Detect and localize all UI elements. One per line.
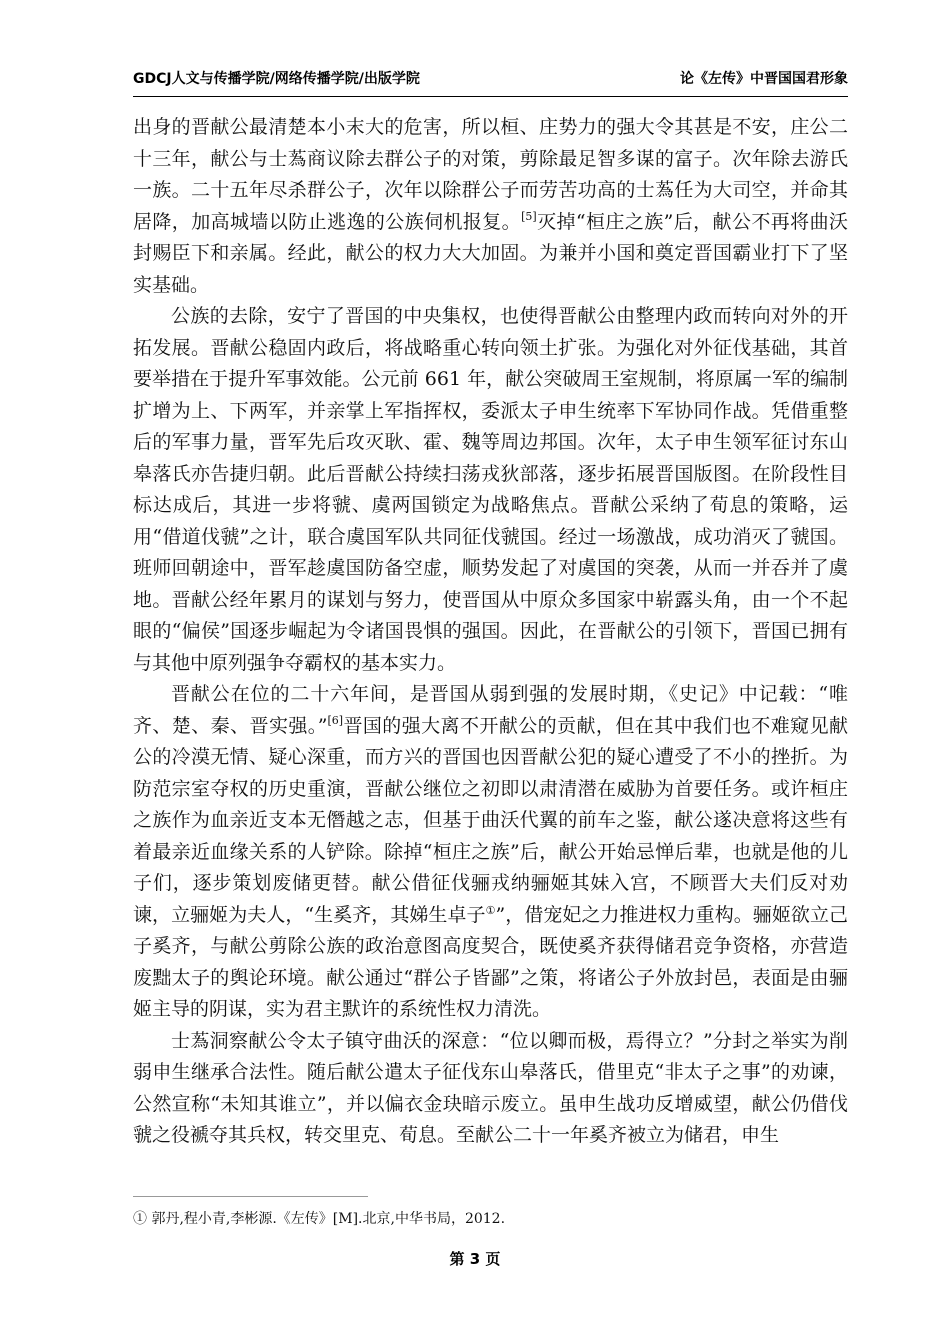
footnote-divider bbox=[133, 1196, 368, 1197]
paragraph-4: 士蒍洞察献公令太子镇守曲沃的深意：“位以卿而极，焉得立？”分封之举实为削弱申生继承合法性。随后献公遣太子征伐东山皋落氏，借里克“非太子之事”的劝谏，公然宣称“未知其谁立”，并以偏衣金玦暗示废立。虽申生战功反增威望，献公仍借伐虢之役褫夺其兵权，转交里克、荀息。至献公二十一年奚齐被立为储君，申生 bbox=[133, 1029, 848, 1146]
paragraph-3-text-a: 晋献公在位的二十六年间，是晋国从弱到强的发展时期，《史记》中记载：“唯齐、楚、秦、晋实强。” bbox=[133, 683, 848, 737]
paragraph-3-text-b: 晋国的强大离不开献公的贡献，但在其中我们也不难窥见献公的冷漠无情、疑心深重，而方兴的晋国也因晋献公犯的疑心遭受了不小的挫折。为防范宗室夺权的历史重演，晋献公继位之初即以肃清潜在威胁为首要任务。或许桓庄之族作为血亲近支本无僭越之志，但基于曲沃代翼的前车之鉴，献公遂决意将这些有着最亲近血缘关系的人铲除。除掉“桓庄之族”后，献公开始忌惮后辈，也就是他的儿子们，逐步策划废储更替。献公借征伐骊戎纳骊姬其妹入宫，不顾晋大夫们反对劝谏，立骊姬为夫人，“生奚齐，其娣生卓子 bbox=[133, 714, 848, 926]
footnote bbox=[133, 1208, 848, 1228]
paragraph-3-text-c: ”，借宠妃之力推进权力重构。骊姬欲立己子奚齐，与献公剪除公族的政治意图高度契合，既使奚齐获得储君竞争资格，亦营造废黜太子的舆论环境。献公通过“群公子皆鄙”之策，将诸公子外放封邑，表面是由骊姬主导的阴谋，实为君主默许的系统性权力清洗。 bbox=[133, 903, 848, 1020]
header-divider bbox=[133, 96, 848, 97]
paragraph-1 bbox=[133, 112, 848, 301]
citation-6[interactable]: [6] bbox=[327, 713, 344, 727]
paragraph-3 bbox=[133, 679, 848, 1026]
body-text bbox=[133, 112, 848, 1152]
paragraph-1-text-b: 灭掉“桓庄之族”后，献公不再将曲沃封赐臣下和亲属。经此，献公的权力大大加固。为兼并小国和奠定晋国霸业打下了坚实基础。 bbox=[133, 210, 848, 296]
header-institution: GDCJ人文与传播学院/网络传播学院/出版学院 bbox=[133, 71, 420, 87]
page-header bbox=[133, 68, 848, 96]
footnote-number: ① bbox=[133, 1211, 147, 1227]
paragraph-1-text-a: 出身的晋献公最清楚本小末大的危害，所以桓、庄势力的强大令其甚是不安，庄公二十三年，献公与士蒍商议除去群公子的对策，剪除最足智多谋的富子。次年除去游氏一族。二十五年尽杀群公子，次年以除群公子而劳苦功高的士蒍任为大司空，并命其居降，加高城墙以防止逃逸的公族伺机报复。 bbox=[133, 116, 848, 233]
page-number: 第 3 页 bbox=[449, 1250, 501, 1268]
paragraph-2: 公族的去除，安宁了晋国的中央集权，也使得晋献公由整理内政而转向对外的开拓发展。晋献公稳固内政后，将战略重心转向领土扩张。为强化对外征伐基础，其首要举措在于提升军事效能。公元前 661 年，献公突破周王室规制，将原属一军的编制扩增为上、下两军，并亲掌上军指挥权，委派太子申生统率下军协同作战。凭借重整后的军事力量，晋军先后攻灭耿、霍、魏等周边邦国。次年，太子申生领军征讨东山皋落氏亦告捷归朝。此后晋献公持续扫荡戎狄部落，逐步拓展晋国版图。在阶段性目标达成后，其进一步将虢、虞两国锁定为战略焦点。晋献公采纳了荀息的策略，运用“借道伐虢”之计，联合虞国军队共同征伐虢国。经过一场激战，成功消灭了虢国。班师回朝途中，晋军趁虞国防备空虚，顺势发起了对虞国的突袭，从而一并吞并了虞地。晋献公经年累月的谋划与努力，使晋国从中原众多国家中崭露头角，由一个不起眼的“偏侯”国逐步崛起为令诸国畏惧的强国。因此，在晋献公的引领下，晋国已拥有与其他中原列强争夺霸权的基本实力。 bbox=[133, 305, 848, 674]
header-title: 论《左传》中晋国国君形象 bbox=[680, 71, 848, 87]
footnote-marker[interactable]: ① bbox=[485, 903, 496, 917]
footnote-text: 郭丹,程小青,李彬源.《左传》[M].北京,中华书局，2012. bbox=[147, 1211, 506, 1227]
citation-5[interactable]: [5] bbox=[521, 209, 537, 223]
